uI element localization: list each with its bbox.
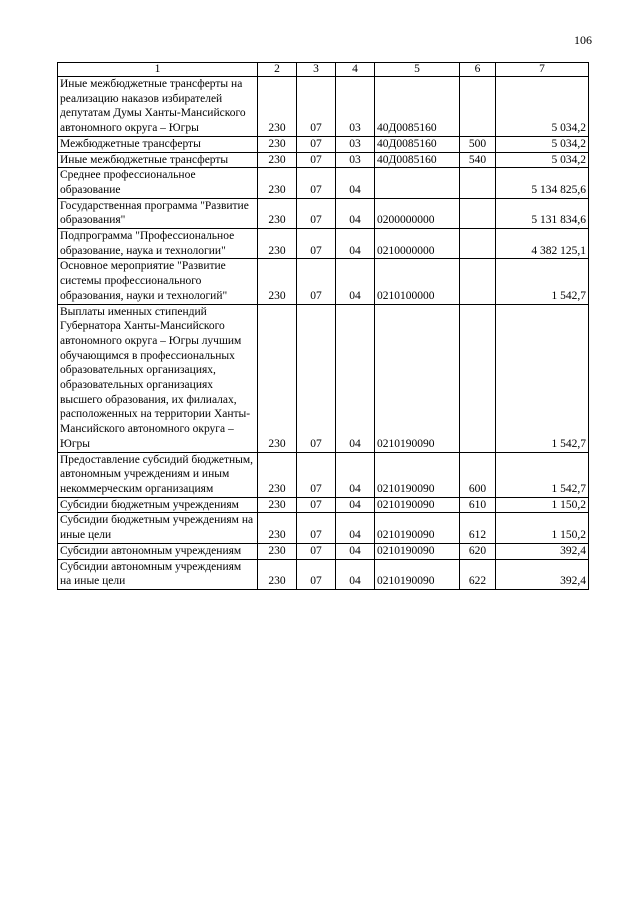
row-col3-cell: 07 [297, 168, 336, 198]
row-col2-cell: 230 [258, 152, 297, 168]
row-name-cell: Субсидии бюджетным учреждениям на иные цели [58, 513, 258, 543]
row-col2-cell: 230 [258, 136, 297, 152]
row-col5-cell: 0210190090 [375, 452, 460, 497]
row-col4-cell: 03 [336, 136, 375, 152]
row-col6-cell: 620 [460, 543, 496, 559]
header-row [58, 63, 589, 77]
row-amount-cell: 392,4 [496, 559, 589, 589]
row-name-cell: Основное мероприятие "Развитие системы профессионального образования, науки и технологий" [58, 259, 258, 304]
row-col5-cell: 0200000000 [375, 198, 460, 228]
row-amount-cell: 1 542,7 [496, 259, 589, 304]
header-col-4: 4 [336, 63, 375, 77]
row-col6-cell: 600 [460, 452, 496, 497]
row-col4-cell: 04 [336, 497, 375, 513]
row-name-cell: Государственная программа "Развитие образования" [58, 198, 258, 228]
row-col2-cell: 230 [258, 497, 297, 513]
row-col3-cell: 07 [297, 152, 336, 168]
row-amount-cell: 1 150,2 [496, 513, 589, 543]
row-amount-cell: 5 131 834,6 [496, 198, 589, 228]
row-col5-cell: 40Д0085160 [375, 77, 460, 137]
row-col3-cell: 07 [297, 513, 336, 543]
row-name-cell: Иные межбюджетные трансферты [58, 152, 258, 168]
row-col5-cell: 0210190090 [375, 304, 460, 452]
row-amount-cell: 392,4 [496, 543, 589, 559]
row-amount-cell: 5 034,2 [496, 136, 589, 152]
table-row [58, 168, 589, 198]
row-col4-cell: 04 [336, 304, 375, 452]
row-col4-cell: 04 [336, 229, 375, 259]
row-col2-cell: 230 [258, 229, 297, 259]
table-row [58, 543, 589, 559]
table-row [58, 452, 589, 497]
row-col3-cell: 07 [297, 559, 336, 589]
row-col5-cell: 0210190090 [375, 559, 460, 589]
table-row [58, 198, 589, 228]
row-col3-cell: 07 [297, 136, 336, 152]
table-row [58, 304, 589, 452]
row-col2-cell: 230 [258, 77, 297, 137]
row-name-cell: Межбюджетные трансферты [58, 136, 258, 152]
row-col3-cell: 07 [297, 259, 336, 304]
header-col-6: 6 [460, 63, 496, 77]
row-name-cell: Выплаты именных стипендий Губернатора Ханты-Мансийского автономного округа – Югры лучшим обучающимся в профессиональных образовательных организациях, образовательных организациях высшего образования, их филиалах, расположенных на территории Ханты-Мансийского автономного округа – Югры [58, 304, 258, 452]
row-col2-cell: 230 [258, 543, 297, 559]
row-name-cell: Среднее профессиональное образование [58, 168, 258, 198]
row-name-cell: Субсидии автономным учреждениям [58, 543, 258, 559]
row-col4-cell: 03 [336, 77, 375, 137]
row-name-cell: Иные межбюджетные трансферты на реализацию наказов избирателей депутатам Думы Ханты-Мансийского автономного округа – Югры [58, 77, 258, 137]
row-col6-cell [460, 77, 496, 137]
row-col4-cell: 04 [336, 543, 375, 559]
row-col5-cell: 40Д0085160 [375, 136, 460, 152]
row-col5-cell: 0210190090 [375, 513, 460, 543]
row-col4-cell: 04 [336, 168, 375, 198]
row-col4-cell: 04 [336, 559, 375, 589]
header-col-2: 2 [258, 63, 297, 77]
table-row [58, 152, 589, 168]
header-col-3: 3 [297, 63, 336, 77]
header-col-1: 1 [58, 63, 258, 77]
row-col4-cell: 04 [336, 513, 375, 543]
table-row [58, 77, 589, 137]
row-amount-cell: 5 134 825,6 [496, 168, 589, 198]
table-row [58, 513, 589, 543]
row-col6-cell: 610 [460, 497, 496, 513]
row-col2-cell: 230 [258, 198, 297, 228]
row-col6-cell [460, 229, 496, 259]
row-name-cell: Подпрограмма "Профессиональное образование, наука и технологии" [58, 229, 258, 259]
row-col5-cell: 0210190090 [375, 497, 460, 513]
table-row [58, 259, 589, 304]
row-col3-cell: 07 [297, 229, 336, 259]
row-amount-cell: 4 382 125,1 [496, 229, 589, 259]
table-row [58, 229, 589, 259]
header-col-5: 5 [375, 63, 460, 77]
row-col5-cell: 40Д0085160 [375, 152, 460, 168]
row-col6-cell [460, 168, 496, 198]
row-col3-cell: 07 [297, 497, 336, 513]
row-col4-cell: 04 [336, 198, 375, 228]
row-col5-cell: 0210100000 [375, 259, 460, 304]
row-amount-cell: 5 034,2 [496, 152, 589, 168]
table-row [58, 136, 589, 152]
row-amount-cell: 1 542,7 [496, 452, 589, 497]
row-col6-cell [460, 198, 496, 228]
header-col-7: 7 [496, 63, 589, 77]
row-name-cell: Субсидии бюджетным учреждениям [58, 497, 258, 513]
row-col2-cell: 230 [258, 559, 297, 589]
row-col2-cell: 230 [258, 259, 297, 304]
budget-table [57, 62, 589, 590]
row-col6-cell: 540 [460, 152, 496, 168]
row-amount-cell: 5 034,2 [496, 77, 589, 137]
row-col6-cell [460, 259, 496, 304]
row-col5-cell: 0210000000 [375, 229, 460, 259]
row-col4-cell: 04 [336, 259, 375, 304]
row-amount-cell: 1 150,2 [496, 497, 589, 513]
row-col4-cell: 03 [336, 152, 375, 168]
row-col6-cell [460, 304, 496, 452]
row-col3-cell: 07 [297, 452, 336, 497]
row-col5-cell [375, 168, 460, 198]
page-number: 106 [574, 33, 592, 47]
row-col4-cell: 04 [336, 452, 375, 497]
row-col2-cell: 230 [258, 304, 297, 452]
row-col2-cell: 230 [258, 168, 297, 198]
row-col6-cell: 500 [460, 136, 496, 152]
row-col3-cell: 07 [297, 198, 336, 228]
row-col2-cell: 230 [258, 513, 297, 543]
table-row [58, 497, 589, 513]
row-name-cell: Предоставление субсидий бюджетным, автономным учреждениям и иным некоммерческим организациям [58, 452, 258, 497]
row-amount-cell: 1 542,7 [496, 304, 589, 452]
row-col2-cell: 230 [258, 452, 297, 497]
row-col3-cell: 07 [297, 304, 336, 452]
row-col6-cell: 612 [460, 513, 496, 543]
row-name-cell: Субсидии автономным учреждениям на иные цели [58, 559, 258, 589]
row-col6-cell: 622 [460, 559, 496, 589]
row-col3-cell: 07 [297, 77, 336, 137]
row-col3-cell: 07 [297, 543, 336, 559]
row-col5-cell: 0210190090 [375, 543, 460, 559]
table-row [58, 559, 589, 589]
